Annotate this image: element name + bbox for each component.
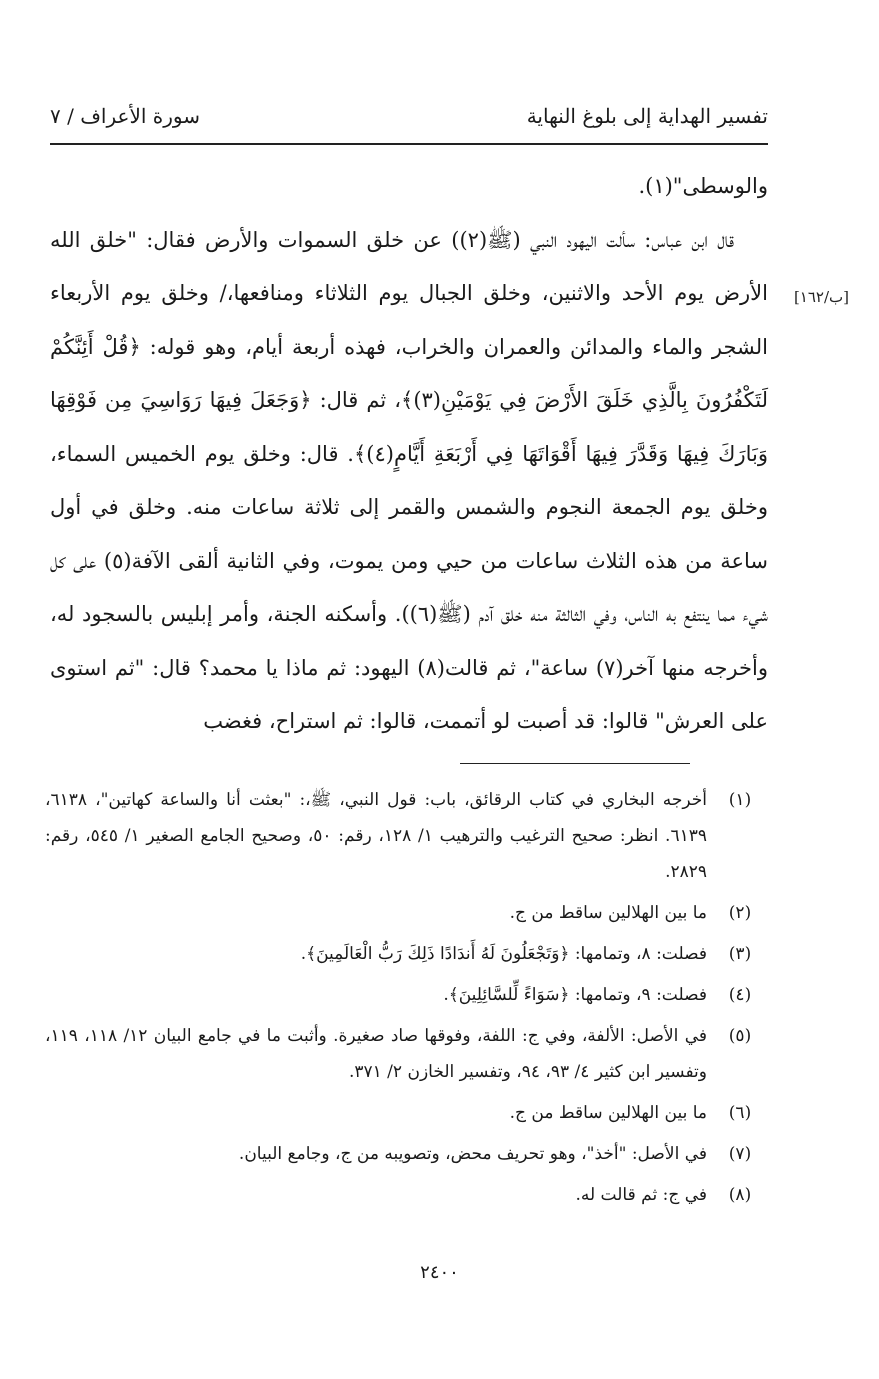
page-number: ٢٤٠٠ xyxy=(420,1262,459,1283)
footnote-divider xyxy=(460,763,690,764)
footnote-item xyxy=(45,895,765,931)
footnote-text: ما بين الهلالين ساقط من ج. xyxy=(509,903,707,923)
footnote-number: (٦) xyxy=(728,1103,752,1123)
footnote-number: (١) xyxy=(728,790,752,810)
footnote-item xyxy=(45,936,765,972)
surah-label: سورة الأعراف / ٧ xyxy=(50,104,201,128)
footnote-text: في الأصل: الألفة، وفي ج: اللفة، وفوقها صاد صغيرة. وأثبت ما في جامع البيان ١٢/ ١١٨، ١١٩، وتفسير ابن كثير ٤/ ٩٣، ٩٤، وتفسير الخازن ٢/ ٣٧١. xyxy=(45,1026,708,1082)
footnote-number: (٧) xyxy=(728,1144,752,1164)
footnote-item xyxy=(45,1136,765,1172)
running-header xyxy=(50,100,768,136)
footnote-number: (٤) xyxy=(728,985,752,1005)
footnote-item xyxy=(45,1177,765,1213)
book-title: تفسير الهداية إلى بلوغ النهاية xyxy=(526,104,768,128)
footnote-number: (٨) xyxy=(728,1185,752,1205)
footnote-item xyxy=(45,1018,765,1090)
paragraph-ibn-abbas: قال ابن عباس: سألت اليهود النبي (ﷺ(٢)) عن خلق السموات والأرض فقال: "خلق الله الأرض يوم الأحد والاثنين، وخلق الجبال يوم الثلاثاء ومنافعها،/ وخلق يوم الأربعاء الشجر والماء والمدائن والعمران والخراب، فهذه أربعة أيام، وهو قوله: ﴿قُلْ أَئِنَّكُمْ لَتَكْفُرُونَ بِالَّذِي خَلَقَ الأَرْضَ فِي يَوْمَيْنِ(٣)﴾، ثم قال: ﴿وَجَعَلَ فِيهَا رَوَاسِيَ مِن فَوْقِهَا وَبَارَكَ فِيهَا وَقَدَّرَ فِيهَا أَقْوَاتَهَا فِي أَرْبَعَةِ أَيَّامٍ(٤)﴾. قال: وخلق يوم الخميس السماء، وخلق يوم الجمعة النجوم والشمس والقمر إلى ثلاثة ساعات منه. وخلق في أول ساعة من هذه الثلاث ساعات من حيي ومن يموت، وفي الثانية ألقى الآفة(٥) على كل شيء مما ينتفع به الناس، وفي الثالثة منه خلق آدم (ﷺ(٦)). وأسكنه الجنة، وأمر إبليس بالسجود له، وأخرجه منها آخر(٧) ساعة"، ثم قالت(٨) اليهود: ثم ماذا يا محمد؟ قال: "ثم استوى على العرش" قالوا: قد أصبت لو أتممت، قالوا: ثم استراح، فغضب xyxy=(50,227,768,733)
footnote-text: في الأصل: "أخذ"، وهو تحريف محض، وتصويبه من ج، وجامع البيان. xyxy=(238,1144,707,1164)
footnote-text: في ج: ثم قالت له. xyxy=(575,1185,707,1205)
footnote-item xyxy=(45,977,765,1013)
footnote-text: أخرجه البخاري في كتاب الرقائق، باب: قول النبي، ﷺ،: "بعثت أنا والساعة كهاتين"، ٦١٣٨، ٦١٣٩. انظر: صحيح الترغيب والترهيب ١/ ١٢٨، رقم: ٥٠، وصحيح الجامع الصغير ١/ ٥٤٥، رقم: ٢٨٢٩. xyxy=(45,790,707,882)
footnote-number: (٥) xyxy=(728,1026,752,1046)
footnote-text: فصلت: ٩، وتمامها: ﴿سَوَاءً لِّلسَّائِلِينَ﴾. xyxy=(443,985,707,1005)
main-text xyxy=(50,160,768,749)
header-divider xyxy=(50,143,768,145)
footnote-number: (٢) xyxy=(728,903,752,923)
footnotes xyxy=(45,782,765,1218)
footnote-item xyxy=(45,1095,765,1131)
manuscript-folio-marker: [ب/١٦٢] xyxy=(793,288,849,306)
footnote-text: ما بين الهلالين ساقط من ج. xyxy=(509,1103,707,1123)
footnote-item xyxy=(45,782,765,890)
footnote-number: (٣) xyxy=(728,944,752,964)
paragraph-continuation: والوسطى"(١). xyxy=(638,174,768,198)
footnote-text: فصلت: ٨، وتمامها: ﴿وَتَجْعَلُونَ لَهُ أَندَادًا ذَلِكَ رَبُّ الْعَالَمِينَ﴾. xyxy=(300,944,707,964)
